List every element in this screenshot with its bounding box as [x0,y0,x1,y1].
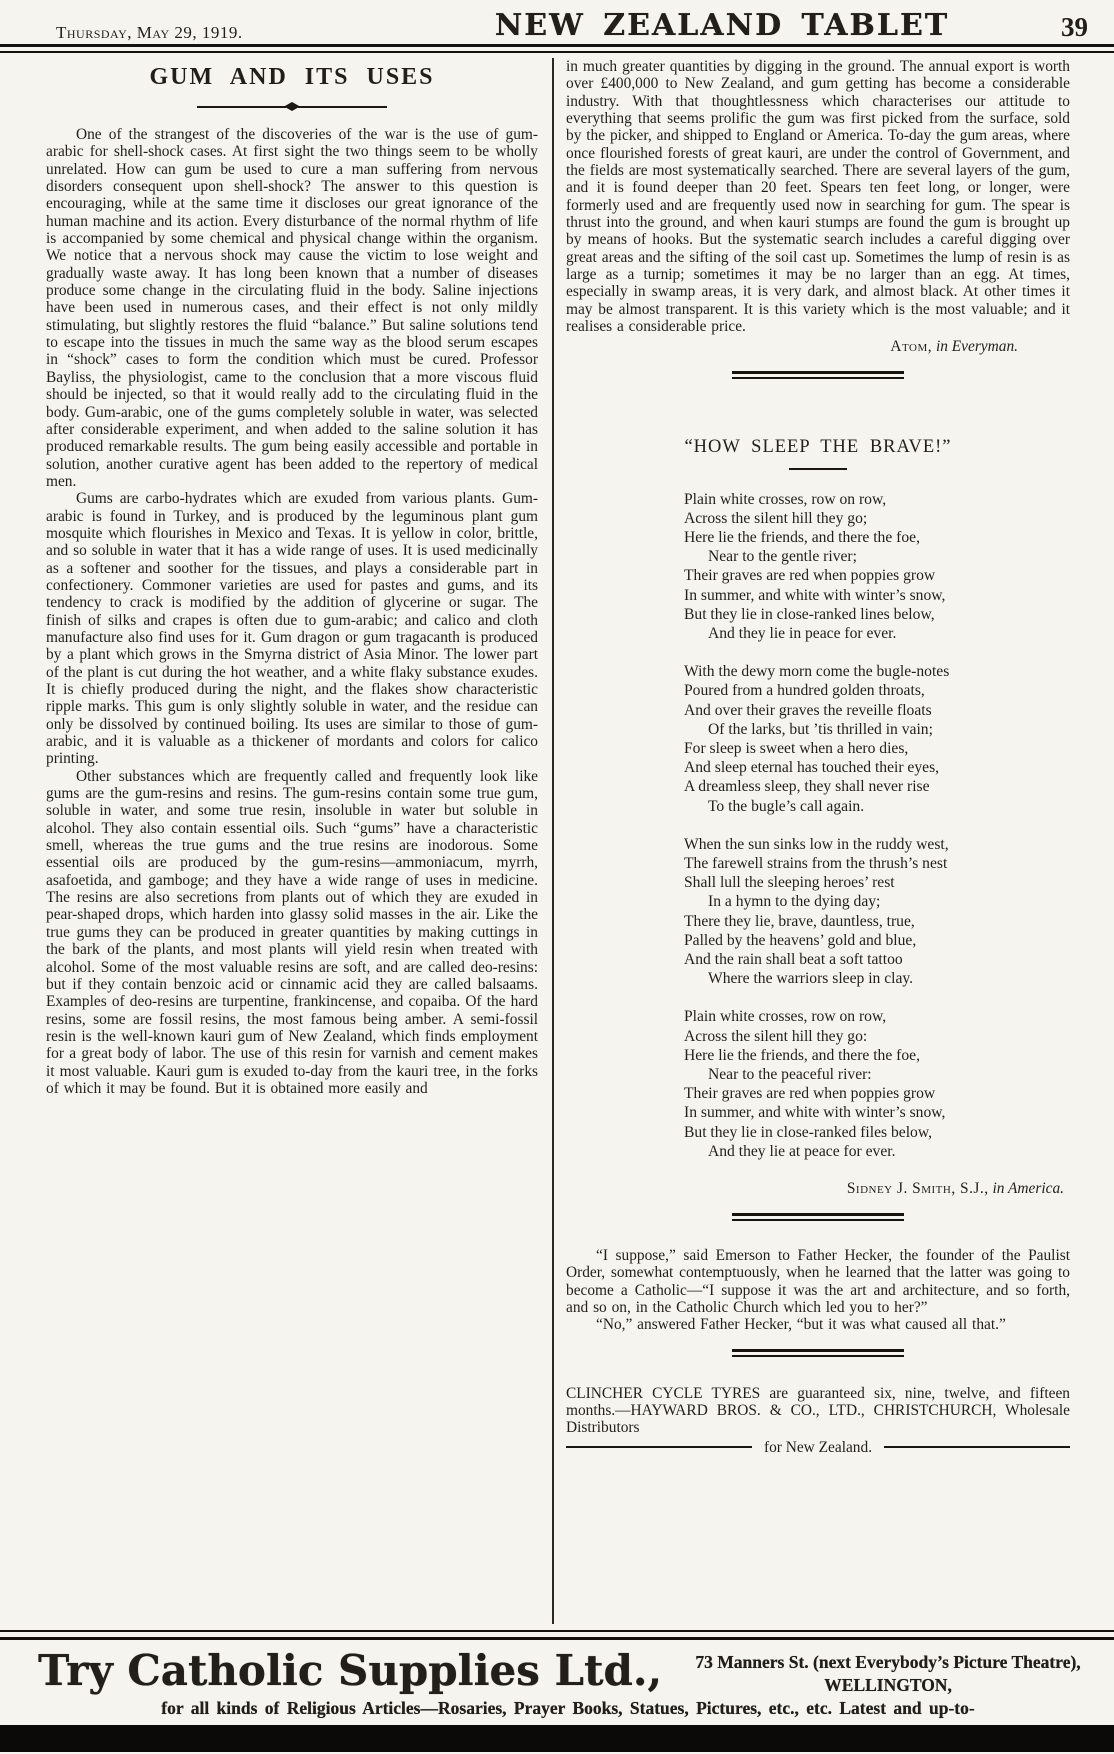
poem-line: Palled by the heavens’ gold and blue, [684,931,917,949]
anecdote [566,1247,1070,1334]
attribution-name: Sidney J. Smith, S.J., [846,1180,989,1197]
poem-line: And the rain shall beat a soft tattoo [684,950,903,968]
issue-date: Thursday, May 29, 1919. [56,23,243,42]
poem-line: A dreamless sleep, they shall never rise [684,778,930,796]
poem-line: But they lie in close-ranked files below, [684,1123,932,1141]
poem-line: With the dewy morn come the bugle-notes [684,663,950,681]
dash-rule [566,1446,752,1448]
poem-line: Where the warriors sleep in clay. [708,970,914,988]
ad-header-row [38,1648,1098,1697]
footer-advertisement [38,1648,1098,1719]
clincher-notice [566,1385,1070,1457]
article-paragraph-continued: in much greater quantities by digging in the ground. The annual export is worth over £400,000 to New Zealand, and gum getting has become a considerable industry. With that thoughtlessness which characterises our attitude to everything that seems prolific the gum was first picked from the surface, sold by the picker, and shipped to England or America. To-day the gum areas, where once flourished forests of great kauri, are under the control of Government, and the fields are most systematically searched. There are several layers of the gum, and it is found deeper than 20 feet. Spears ten feet long, or longer, were formerly used and are frequently used now in searching for gum. The spear is thrust into the ground, and when kauri stumps are found the gum is brought up by means of hooks. But the systematic search includes a careful digging over great areas and the sifting of the soil cast up. Sometimes the lump of resin is as large as a turnip; sometimes it may be no larger than an egg. At times, especially in swamp areas, it is very dark, and almost black. At other times it may be almost transparent. It is this variety which is the most valuable; and it realises a considerable price. [566,58,1070,336]
scan-cutoff-bar [0,1725,1114,1752]
footer-rule-top [0,1630,1114,1632]
address-line: WELLINGTON, [824,1675,952,1695]
article-paragraph: Gums are carbo-hydrates which are exuded from various plants. Gum-arabic is found in Turkey, and is produced by the leguminous plant gum mosquite which flourishes in Mexico and Texas. It is yellow in color, brittle, and so soluble in water that it has a wide range of uses. It is used medicinally as a softener and soother for the tissues, and plays a considerable part in confectionery. Commoner varieties are used for pastes and gums, and its tendency to crack is modified by the addition of glycerine or sugar. The finish of silks and crapes is often due to gum-arabic; and calico and cloth manufacture also find uses for it. Gum dragon or gum tragacanth is produced by a plant which grows in the Smyrna district of Asia Minor. The lower part of the plant is cut during the hot weather, and a white flaky substance exudes. It is chiefly produced during the night, and the flakes show characteristic ripple marks. This gum is only slightly soluble in water, and the residue can only be dissolved by continued boiling. Its uses are similar to those of gum-arabic, and it is valuable as a thickener of mordants and colors for calico printing. [46,490,538,768]
poem-line: Here lie the friends, and there the foe, [684,1046,920,1064]
poem-stanza [684,1007,1070,1161]
article-paragraph: One of the strangest of the discoveries of the war is the use of gum-arabic for shell-shock cases. At first sight the two things seem to be wholly unrelated. How can gum be used to cure a man suffering from nervous disorders consequent upon shell-shock? The answer to this question is encouraging, while at the same time it discloses our great ignorance of the human machine and its action. Every disturbance of the normal rhythm of life is accompanied by some chemical and physical change within the organism. We notice that a nervous shock may cause the victim to lose weight and gradually waste away. It has long been known that a number of diseases produce some change in the circulating fluid in the body. Saline injections have been used in numerous cases, and their effect is not only mildly stimulating, but slightly restores the fluid “balance.” But saline solutions tend to escape into the tissues in much the same way as the blood serum escapes in “shock” cases to form the condition which must be cured. Professor Bayliss, the physiologist, came to the conclusion that a more viscous fluid should be injected, so that it would really add to the circulating fluid in the body. Gum-arabic, one of the gums completely soluble in water, was selected after considerable experiment, and when added to the saline solution it has produced remarkable results. The gum being easily accessible and portable in solution, another curative agent has been added to the repertory of medical men. [46,126,538,490]
poem-line: And sleep eternal has touched their eyes, [684,759,940,777]
poem-line: And they lie at peace for ever. [708,1142,896,1160]
poem-line: And over their graves the reveille floats [684,701,932,719]
section-divider-rule [732,1213,904,1221]
poem-line: Here lie the friends, and there the foe, [684,528,920,546]
clincher-tail-line [566,1438,1070,1457]
article-attribution [566,338,1018,356]
dash-rule [884,1446,1070,1448]
title-divider [197,102,387,111]
poem-line: The farewell strains from the thrush’s nest [684,854,948,872]
left-column [46,58,538,1624]
poem-line: Across the silent hill they go; [684,509,868,527]
poem-line: But they lie in close-ranked lines below, [684,605,935,623]
clincher-tail-text: for New Zealand. [763,1438,873,1456]
poem-line: In summer, and white with winter’s snow, [684,1104,946,1122]
article-title: GUM AND ITS USES [149,64,435,90]
poem-stanza [684,662,1070,816]
poem-line: For sleep is sweet when a hero dies, [684,739,909,757]
poem-stanza [684,835,1070,989]
article-paragraph: Other substances which are frequently called and frequently look like gums are the gum-resins and resins. The gum-resins contain some true gum, soluble in water, and some true resin, insoluble in water but soluble in alcohol. They also contain essential oils. Such “gums” have a characteristic smell, whereas the true gums and the true resins are inodorous. Some essential oils are produced by the gum-resins—ammoniacum, myrrh, asafoetida, and gamboge; and they have a wide range of uses in medicine. The resins are also secretions from plants out of which they are exuded in pear-shaped drops, which harden into glassy solid masses in the air. Like the true gums they can be produced in greater quantities by making cuttings in the bark of the plants, and most plants will yield resin when treated with alcohol. Some of the most valuable resins are soft, and are called deo-resins: but if they contain benzoic acid or cinnamic acid they are called balsaams. Examples of deo-resins are turpentine, frankincense, and copaiba. Of the hard resins, some are fossil resins, the most famous being amber. A semi-fossil resin is the well-known kauri gum of New Zealand, which finds employment for a great body of labor. The use of this resin for varnish and cement makes it most valuable. Kauri gum is exuded to-day from the kauri tree, in the forks of which it may be found. But it is obtained more easily and [46,767,538,1097]
poem-line: Plain white crosses, row on row, [684,490,887,508]
advertiser-address [678,1648,1098,1697]
address-line: 73 Manners St. (next Everybody’s Picture Theatre), [695,1652,1081,1672]
poem-line: There they lie, brave, dauntless, true, [684,912,915,930]
clincher-text: CLINCHER CYCLE TYRES are guaranteed six, nine, twelve, and fifteen months.—HAYWARD BROS. & CO., LTD., CHRISTCHURCH, Wholesale Distributors [566,1384,1070,1437]
header-rule-bottom [0,51,1114,53]
ad-tagline: for all kinds of Religious Articles—Rosaries, Prayer Books, Statues, Pictures, etc., etc. Latest and up-to- [161,1698,975,1718]
poem-line: Of the larks, but ’tis thrilled in vain; [708,720,933,738]
section-divider-rule [732,1349,904,1357]
poem-line: Poured from a hundred golden throats, [684,682,925,700]
poem-line: Their graves are red when poppies grow [684,567,936,585]
masthead-title: NEW ZEALAND TABLET [494,8,950,43]
poem-line: When the sun sinks low in the ruddy west, [684,835,949,853]
poem-line: Plain white crosses, row on row, [684,1008,887,1026]
poem [684,490,1070,1162]
attribution-name: Atom, [890,337,933,355]
page-number: 39 [1061,12,1088,42]
poem-line: And they lie in peace for ever. [708,624,897,642]
footer-rule-bottom [0,1637,1114,1640]
poem-line: Near to the gentle river; [708,548,857,566]
attribution-source: in America. [992,1180,1064,1197]
poem-line: Shall lull the sleeping heroes’ rest [684,874,895,892]
poem-line: In summer, and white with winter’s snow, [684,586,946,604]
poem-line: Across the silent hill they go: [684,1027,868,1045]
diamond-ornament [284,102,300,111]
section-divider-rule [732,371,904,379]
anecdote-paragraph: “No,” answered Father Hecker, “but it was what caused all that.” [596,1316,1006,1334]
right-column [566,58,1070,1624]
page-header [56,8,1088,43]
poem-title-rule [789,468,847,470]
poem-stanza [684,490,1070,644]
column-divider-rule [552,58,554,1624]
anecdote-paragraph: “I suppose,” said Emerson to Father Hecker, the founder of the Paulist Order, somewhat contemptuously, when he learned that the latter was going to become a Catholic—“I suppose it was the art and architecture, and so forth, and so on, in the Catholic Church which led you to her?” [566,1247,1070,1317]
attribution-source: in Everyman. [935,337,1018,355]
poem-title: “HOW SLEEP THE BRAVE!” [684,436,952,457]
page-body [46,58,1070,1624]
advertiser-name: Try Catholic Supplies Ltd., [38,1646,663,1695]
poem-line: Near to the peaceful river: [708,1065,872,1083]
poem-line: Their graves are red when poppies grow [684,1085,936,1103]
poem-attribution [566,1180,1064,1198]
poem-line: To the bugle’s call again. [708,797,865,815]
poem-line: In a hymn to the dying day; [708,893,881,911]
header-rule-top [0,44,1114,47]
